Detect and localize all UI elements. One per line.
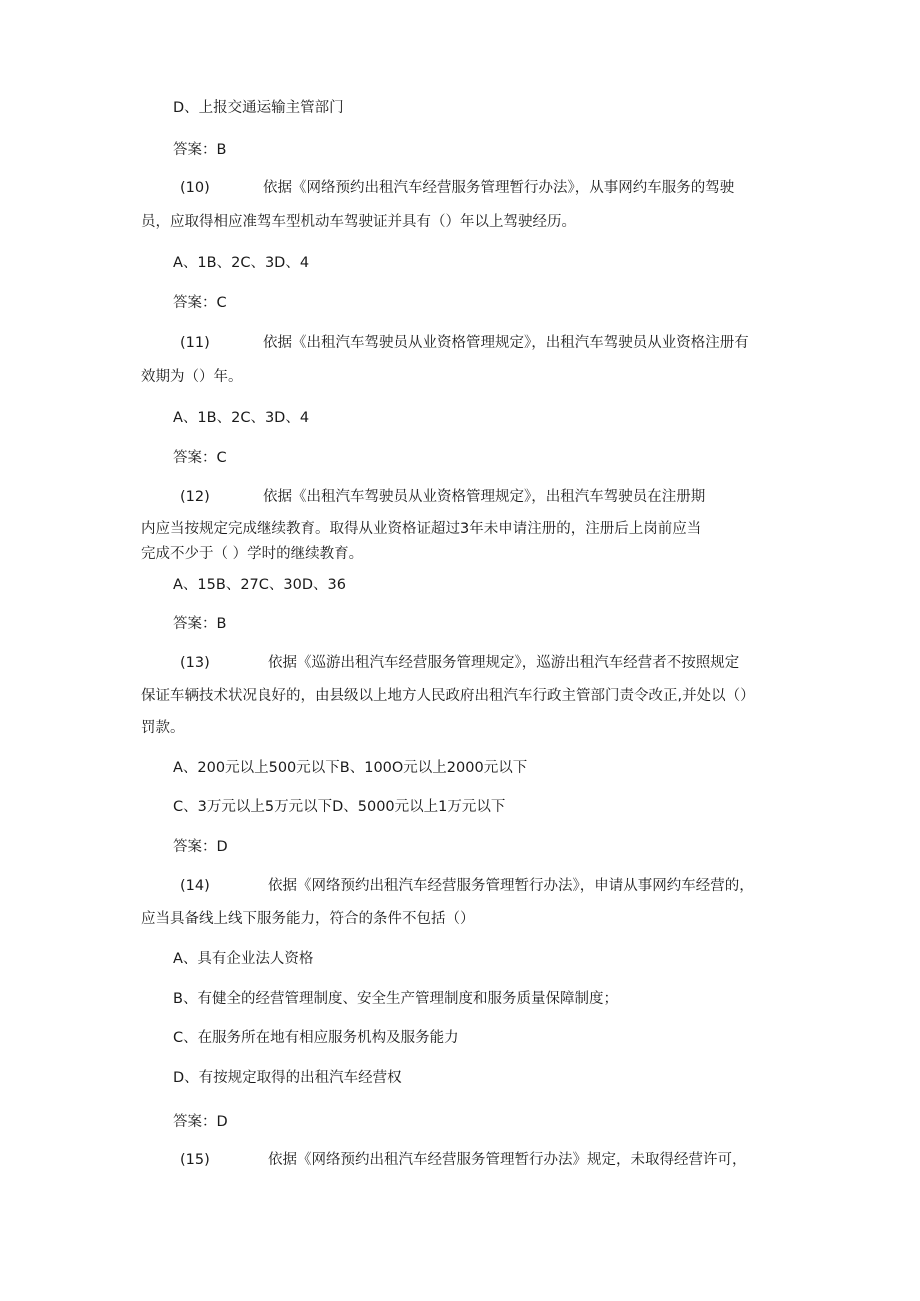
question-11-text-1: 依据《出租汽车驾驶员从业资格管理规定》，出租汽车驾驶员从业资格注册有 [263, 335, 749, 351]
question-14-number: (14) [180, 878, 210, 894]
question-14-text-2: 应当具备线上线下服务能力，符合的条件不包括（） [141, 911, 475, 927]
question-10-answer: 答案：C [173, 295, 227, 311]
question-11-answer: 答案：C [173, 450, 227, 466]
question-12-answer: 答案：B [173, 616, 227, 632]
question-14-option-d: D、有按规定取得的出租汽车经营权 [173, 1070, 402, 1086]
question-10-text-1: 依据《网络预约出租汽车经营服务管理暂行办法》，从事网约车服务的驾驶 [263, 180, 735, 196]
question-14-text-1: 依据《网络预约出租汽车经营服务管理暂行办法》，申请从事网约车经营的， [268, 878, 754, 894]
question-10-number: (10) [180, 180, 210, 196]
question-13-text-1: 依据《巡游出租汽车经营服务管理规定》，巡游出租汽车经营者不按照规定 [268, 655, 740, 671]
question-13-number: (13) [180, 655, 210, 671]
question-10-text-2: 员，应取得相应准驾车型机动车驾驶证并具有（）年以上驾驶经历。 [141, 214, 576, 230]
question-13-answer: 答案：D [173, 839, 228, 855]
question-14-answer: 答案：D [173, 1114, 228, 1130]
question-12-text-1: 依据《出租汽车驾驶员从业资格管理规定》，出租汽车驾驶员在注册期 [263, 489, 706, 505]
option-d-line: D、上报交通运输主管部门 [173, 100, 344, 116]
question-11-text-2: 效期为（）年。 [141, 369, 243, 385]
question-10-options: A、1B、2C、3D、4 [173, 255, 310, 271]
question-13-options-2: C、3万元以上5万元以下D、5000元以上1万元以下 [173, 799, 506, 815]
question-14-option-a: A、具有企业法人资格 [173, 951, 314, 967]
question-12-text-3: 完成不少于（ ）学时的继续教育。 [141, 546, 364, 562]
question-15-text-1: 依据《网络预约出租汽车经营服务管理暂行办法》规定，未取得经营许可， [268, 1152, 747, 1168]
question-12-number: (12) [180, 489, 210, 505]
question-14-option-b: B、有健全的经营管理制度、安全生产管理制度和服务质量保障制度； [173, 991, 618, 1007]
question-14-option-c: C、在服务所在地有相应服务机构及服务能力 [173, 1030, 459, 1046]
question-13-text-2: 保证车辆技术状况良好的，由县级以上地方人民政府出租汽车行政主管部门责令改正,并处以（） [141, 688, 755, 704]
question-11-options: A、1B、2C、3D、4 [173, 410, 310, 426]
answer-line: 答案：B [173, 142, 227, 158]
question-13-options-1: A、200元以上500元以下B、100O元以上2000元以下 [173, 760, 528, 776]
question-12-text-2: 内应当按规定完成继续教育。取得从业资格证超过3年未申请注册的，注册后上岗前应当 [141, 521, 702, 537]
question-11-number: (11) [180, 335, 210, 351]
question-12-options: A、15B、27C、30D、36 [173, 577, 346, 593]
question-15-number: (15) [180, 1152, 210, 1168]
question-13-text-3: 罚款。 [141, 720, 185, 736]
